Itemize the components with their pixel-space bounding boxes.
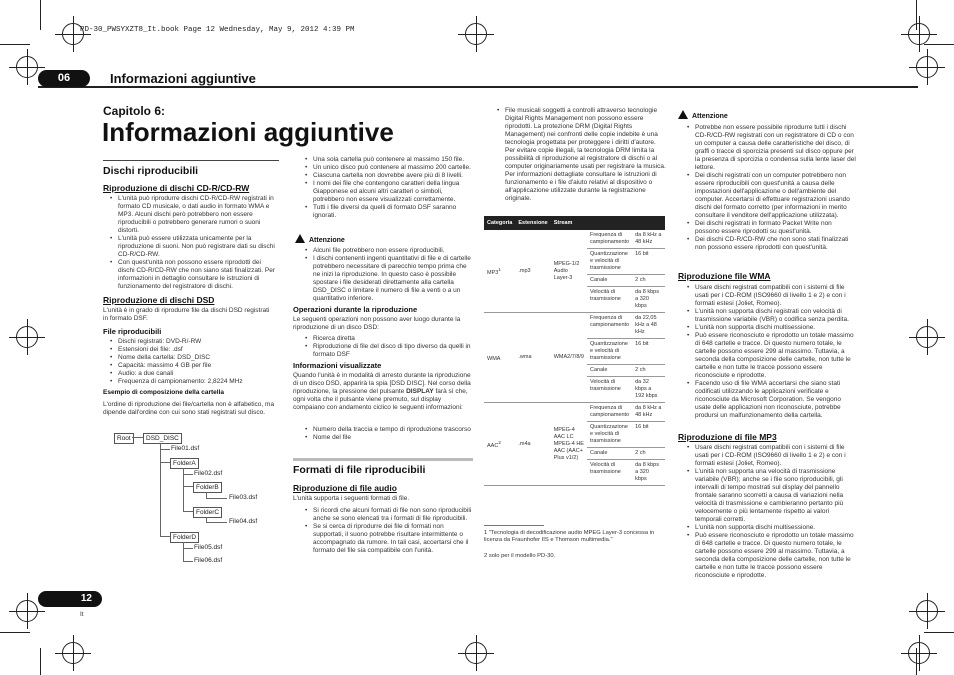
crop-line xyxy=(40,0,41,30)
table-cell-extension: .m4a xyxy=(515,403,550,486)
list-item: • Numero della traccia e tempo di riproduzione trascorso xyxy=(304,426,474,434)
crop-line xyxy=(0,632,30,633)
list-item: • Dei dischi registrati con un computer potrebbero non essere riproducibili con quest'unità a causa delle impostazioni dell'applicazione o dell'ambiente del computer. Accertarsi di effettuare registrazioni usando dischi del formato corretto (per informazioni in merito consultare il venditore dell'applicazione utilizzata). xyxy=(686,172,856,220)
table-cell-stream: MPEG-1/2 Audio Layer-3 xyxy=(551,230,587,313)
tree-connector xyxy=(183,511,193,512)
registration-mark xyxy=(16,56,38,78)
table-cell-parameter: Canale xyxy=(587,365,632,377)
section-rule xyxy=(103,160,279,161)
tree-connector xyxy=(183,542,184,561)
caution-bullets xyxy=(686,124,856,252)
table-row xyxy=(484,313,665,339)
tree-connector xyxy=(183,474,193,475)
header-rule xyxy=(38,86,918,88)
section-rule xyxy=(293,458,473,461)
list-item: • Capacità: massimo 4 GB per file xyxy=(109,362,277,370)
list-item: • Dischi registrati: DVD-R/-RW xyxy=(109,338,277,346)
list-item: • Estensioni dei file: .dsf xyxy=(109,346,277,354)
header-title: Informazioni aggiuntive xyxy=(110,71,256,86)
wma-bullets xyxy=(686,284,856,420)
display-button-label: DISPLAY xyxy=(406,388,434,395)
tree-connector xyxy=(160,449,170,450)
tree-connector xyxy=(206,522,227,523)
list-item: • L'unità non supporta una velocità di trasmissione variabile (VBR); anche se i file sono riproducibili, gli intervalli di tempo mostrati sul display del pannello frontale saranno scorretti a causa di variazioni nella velocità di trasmissione e cambieranno pertanto più velocemente o più lentamente rispetto ai valori temporali corretti. xyxy=(686,468,856,524)
table-cell-parameter: Frequenza di campionamento xyxy=(587,313,632,339)
info-text-part: farà sì che, ogni volta che il pulsante viene premuto, sul display compaiano con andamento ciclico le seguenti informazioni: xyxy=(293,388,468,411)
registration-mark xyxy=(908,23,930,45)
tree-folder: FolderA xyxy=(170,458,199,469)
list-item: • File musicali soggetti a controlli attraverso tecnologie Digital Rights Management non possono essere riprodotti. La protezione DRM (Digital Rights Management) nei confronti delle copie indebite è una tecnologia progettata per proteggere i diritti d'autore. Per evitare copie illegali, la tecnologia DRM limita la possibilità di riproduzione al registratore di dischi o al computer originariamente usati per registrare la musica. Per informazioni dettagliate consultare le istruzioni di funzionamento e i file d'aiuto relativi al dispositivo o all'applicazione utilizzate durante la registrazione originale. xyxy=(496,107,666,203)
list-item: • L'unità non supporta dischi multisessione. xyxy=(686,324,856,332)
table-cell-parameter: Quantizzazione e velocità di trasmissione xyxy=(587,422,632,448)
info-text-part: Quando l'unità è in modalità di arresto durante la riproduzione di un disco DSD, apparirà la spia [DSD DISC]. Nel corso della riproduzione, la pressione del pulsante xyxy=(293,372,471,395)
footnote: 2 solo per il modello PD-30. xyxy=(484,553,556,559)
subsection-heading: Riproduzione di dischi DSD xyxy=(103,295,215,305)
table-cell-parameter: Frequenza di campionamento xyxy=(587,403,632,422)
paragraph: Le seguenti operazioni non possono aver luogo durante la riproduzione di un disco DSD: xyxy=(293,316,461,331)
paragraph xyxy=(293,372,473,412)
folder-limits-bullets xyxy=(304,156,474,220)
tree-file: File06.dsf xyxy=(194,557,223,564)
registration-mark xyxy=(16,600,38,622)
ops-bullets xyxy=(304,335,474,359)
list-item: • Può essere riconosciuto e riprodotto un totale massimo di 648 cartelle e tracce. Di questo numero totale, le cartelle possono essere 299 al massimo. Tuttavia, a seconda della composizione delle cartelle, non tutte le cartelle e non tutte le tracce possono essere riconosciute e riprodotte. xyxy=(686,332,856,380)
table-cell-value: da 8 kbps a 320 kbps xyxy=(632,287,665,313)
footnote-ref: 1 xyxy=(498,266,501,272)
category-label: AAC xyxy=(487,442,499,449)
table-cell-parameter: Velocità di trasmissione xyxy=(587,460,632,486)
format-table xyxy=(484,216,665,486)
tree-folder: FolderB xyxy=(193,482,222,493)
category-label: MP3 xyxy=(487,269,499,276)
tree-file: File05.dsf xyxy=(194,544,223,551)
tree-folder-dsd-disc: DSD_DISC xyxy=(143,433,182,444)
table-cell-value: da 32 kbps a 192 kbps xyxy=(632,377,665,403)
subsection-heading: Riproduzione file WMA xyxy=(678,271,771,281)
table-header: Categoria xyxy=(484,216,515,230)
tree-connector xyxy=(160,536,170,537)
subsection-heading: Riproduzione di file MP3 xyxy=(678,432,777,442)
list-item: • Alcuni file potrebbero non essere riproducibili. xyxy=(304,247,474,255)
table-cell-category xyxy=(484,403,515,486)
list-item: • Nome della cartella: DSD_DISC xyxy=(109,354,277,362)
registration-mark xyxy=(916,326,938,348)
registration-mark xyxy=(908,642,930,664)
subsubsection-heading: Operazioni durante la riproduzione xyxy=(293,305,418,314)
table-cell-extension: .wma xyxy=(515,313,550,403)
list-item: • L'unità può riprodurre dischi CD-R/CD-RW registrati in formato CD musicale, o dati audio in formato WMA e MP3. Alcuni dischi però potrebbero non essere riproducibili o potrebbero generare rumori o suoni distorti. xyxy=(109,195,277,235)
subsection-heading: Riproduzione di file audio xyxy=(293,483,397,493)
tree-file: File03.dsf xyxy=(229,494,258,501)
table-row xyxy=(484,403,665,422)
tree-connector xyxy=(206,498,227,499)
list-item: • Un unico disco può contenere al massimo 200 cartelle. xyxy=(304,164,474,172)
list-item: • Frequenza di campionamento: 2,8224 MHz xyxy=(109,378,277,386)
example-heading: Esempio di composizione della cartella xyxy=(103,389,225,396)
warning-icon xyxy=(295,234,305,243)
warning-icon xyxy=(678,110,688,119)
chapter-number-badge: 06 xyxy=(38,70,90,87)
list-item: • Facendo uso di file WMA accertarsi che siano stati codificati utilizzando le applicazioni verificate e riconosciute da Microsoft Corporation. Se vengono usate delle applicazioni non riconosciute, potrebbe prodursi un malfunzionamento della cartella. xyxy=(686,380,856,420)
table-cell-parameter: Canale xyxy=(587,275,632,287)
table-cell-value: da 22,05 kHz a 48 kHz xyxy=(632,313,665,339)
list-item: • Tutti i file diversi da quelli di formato DSF saranno ignorati. xyxy=(304,204,474,220)
tree-root: Root xyxy=(114,433,134,444)
cd-bullets xyxy=(109,195,277,291)
list-item: • Usare dischi registrati compatibili con i sistemi di file usati per i CD-ROM (ISO9660 di livello 1 e 2) e con i formati estesi (Joliet, Romeo). xyxy=(686,444,856,468)
list-item: • Nome del file xyxy=(304,434,474,442)
list-item: • Può essere riconosciuto e riprodotto un totale massimo di 648 cartelle e tracce. Di questo numero totale, le cartelle possono essere 299 al massimo. Tuttavia, a seconda della composizione delle cartelle, non tutte le cartelle e non tutte le tracce possono essere riconosciute e riprodotte. xyxy=(686,532,856,580)
table-cell-parameter: Quantizzazione e velocità di trasmissione xyxy=(587,339,632,365)
list-item: • Si ricordi che alcuni formati di file non sono riproducibili anche se sono elencati tra i formati di file riproducibili. xyxy=(304,507,474,523)
caution-heading xyxy=(295,234,345,244)
language-code: It xyxy=(80,611,84,618)
page-number-badge: 12 xyxy=(38,591,102,607)
mp3-bullets xyxy=(686,444,856,580)
list-item: • I dischi contenenti ingenti quantitativi di file e di cartelle potrebbero necessitare di parecchio tempo prima che ne inizi la riproduzione. In questo caso è possibile spostare i file desiderati direttamente alla cartella DSD_DISC o limitare il numero di file a venti o a un quantitativo inferiore. xyxy=(304,255,474,303)
table-cell-value: 2 ch xyxy=(632,275,665,287)
footnote-ref: 2 xyxy=(498,439,501,445)
list-item: • Riproduzione di file del disco di tipo diverso da quelli in formato DSF xyxy=(304,343,474,359)
list-item: • Una sola cartella può contenere al massimo 150 file. xyxy=(304,156,474,164)
table-header xyxy=(587,216,632,230)
list-item: • Dei dischi registrati in formato Packet Write non possono essere riprodotti su quest'unità. xyxy=(686,220,856,236)
table-header: Stream xyxy=(551,216,587,230)
crop-line xyxy=(916,0,917,30)
tree-file: File02.dsf xyxy=(194,470,223,477)
registration-mark xyxy=(916,56,938,78)
table-cell-parameter: Frequenza di campionamento xyxy=(587,230,632,249)
format-table-body xyxy=(484,230,665,486)
table-header: Estensione xyxy=(515,216,550,230)
page-title: Informazioni aggiuntive xyxy=(102,117,394,147)
tree-file: File01.dsf xyxy=(171,445,200,452)
caution-title: Attenzione xyxy=(692,113,728,120)
drm-bullets xyxy=(496,107,666,203)
tree-file: File04.dsf xyxy=(229,518,258,525)
subsection-heading: Riproduzione di dischi CD-R/CD-RW xyxy=(103,183,250,193)
list-item: • Usare dischi registrati compatibili con i sistemi di file usati per i CD-ROM (ISO9660 di livello 1 e 2) e con i formati estesi (Joliet, Romeo). xyxy=(686,284,856,308)
caution-title: Attenzione xyxy=(309,237,345,244)
list-item: • L'unità non supporta dischi registrati con velocità di trasmissione variabile (VBR) o codifica senza perdita. xyxy=(686,308,856,324)
table-cell-value: 16 bit xyxy=(632,339,665,365)
list-item: • L'unità può essere utilizzata unicamente per la riproduzione di suoni. Non può registrare dati su dischi CD-R/CD-RW. xyxy=(109,235,277,259)
list-item: • Ricerca diretta xyxy=(304,335,474,343)
table-cell-parameter: Velocità di trasmissione xyxy=(587,377,632,403)
crop-line xyxy=(916,648,917,675)
table-cell-parameter: Canale xyxy=(587,448,632,460)
table-header xyxy=(632,216,665,230)
table-cell-value: 16 bit xyxy=(632,249,665,275)
table-cell-value: da 8 kHz a 48 kHz xyxy=(632,403,665,422)
table-cell-value: da 8 kHz a 48 kHz xyxy=(632,230,665,249)
table-cell-value: 2 ch xyxy=(632,365,665,377)
tree-folder: FolderC xyxy=(193,507,222,518)
subsubsection-heading: Informazioni visualizzate xyxy=(293,361,382,370)
paragraph: L'unità è in grado di riprodurre file da dischi DSD registrati in formato DSF. xyxy=(103,307,270,322)
footnote: 1 "Tecnologia di decodificazione audio MPEG Layer-3 concessa in licenza da Fraunhofer IIS e Thomson multimedia." xyxy=(484,530,655,543)
registration-mark xyxy=(465,642,487,664)
registration-mark xyxy=(62,642,84,664)
chapter-label: Capitolo 6: xyxy=(103,104,165,118)
caution-bullets xyxy=(304,247,474,303)
table-cell-value: 2 ch xyxy=(632,448,665,460)
paragraph: L'unità supporta i seguenti formati di file. xyxy=(293,495,410,502)
tree-connector xyxy=(183,548,193,549)
crop-line xyxy=(924,44,954,45)
caution-heading xyxy=(678,110,728,120)
registration-mark xyxy=(465,23,487,45)
category-label: WMA xyxy=(487,355,501,362)
paragraph: L'ordine di riproduzione dei file/cartella non è alfabetico, ma dipende dall'ordine con cui sono stati registrati sul disco. xyxy=(103,401,275,416)
table-cell-category xyxy=(484,230,515,313)
table-cell-stream: WMA2/7/8/9 xyxy=(551,313,587,403)
tree-connector xyxy=(160,462,170,463)
tree-folder: FolderD xyxy=(170,532,199,543)
list-item: • Dei dischi CD-R/CD-RW che non sono stati finalizzati non possono essere riprodotti con quest'unità. xyxy=(686,236,856,252)
table-cell-value: da 8 kbps a 320 kbps xyxy=(632,460,665,486)
list-item: • Con quest'unità non possono essere riprodotti dei dischi CD-R/CD-RW che non siano stati finalizzati. Per informazioni in dettaglio consultare le istruzioni di funzionamento del registratore di dischi. xyxy=(109,259,277,291)
crop-line xyxy=(924,632,954,633)
table-cell-parameter: Quantizzazione e velocità di trasmissione xyxy=(587,249,632,275)
table-cell-value: 16 bit xyxy=(632,422,665,448)
table-cell-extension: .mp3 xyxy=(515,230,550,313)
tree-connector xyxy=(183,561,193,562)
table-cell-stream: MPEG-4 AAC LC MPEG-4 HE AAC (AAC+ Plus v1/2) xyxy=(551,403,587,486)
section-heading: Dischi riproducibili xyxy=(103,165,199,177)
list-item: • Audio: a due canali xyxy=(109,370,277,378)
registration-mark xyxy=(916,600,938,622)
table-cell-parameter: Velocità di trasmissione xyxy=(587,287,632,313)
list-item: • Ciascuna cartella non dovrebbe avere più di 8 livelli. xyxy=(304,172,474,180)
list-item: • Se si cerca di riprodurre dei file di formati non supportati, il suono potrebbe risultare intermittente o accompagnato da rumore. In tali casi, accertarsi che il formato del file sia compatibile con l'unità. xyxy=(304,523,474,555)
registration-mark xyxy=(16,326,38,348)
subsubsection-heading: File riproducibili xyxy=(103,327,162,336)
footnote-rule xyxy=(484,525,544,526)
info-bullets xyxy=(304,426,474,442)
list-item: • Potrebbe non essere possibile riprodurre tutti i dischi CD-R/CD-RW registrati con un registratore di CD o con un computer a causa delle caratteristiche del disco, di graffi o tracce di sporcizia presenti sul disco oppure per la presenza di sporcizia o condensa sulla lente laser del lettore. xyxy=(686,124,856,172)
table-cell-category xyxy=(484,313,515,403)
list-item: • L'unità non supporta dischi multisessione. xyxy=(686,524,856,532)
audio-bullets xyxy=(304,507,474,555)
files-bullets xyxy=(109,338,277,386)
table-row xyxy=(484,230,665,249)
tree-connector xyxy=(160,443,161,536)
section-heading: Formati di file riproducibili xyxy=(293,464,426,476)
file-info: PD-30_PWSYXZT8_It.book Page 12 Wednesday, May 9, 2012 4:39 PM xyxy=(80,26,355,34)
crop-line xyxy=(0,44,30,45)
list-item: • I nomi dei file che contengono caratteri della lingua Giapponese ed alcuni altri caratteri o simboli, potrebbero non essere visualizzati correttamente. xyxy=(304,180,474,204)
crop-line xyxy=(40,648,41,675)
tree-connector xyxy=(183,486,193,487)
